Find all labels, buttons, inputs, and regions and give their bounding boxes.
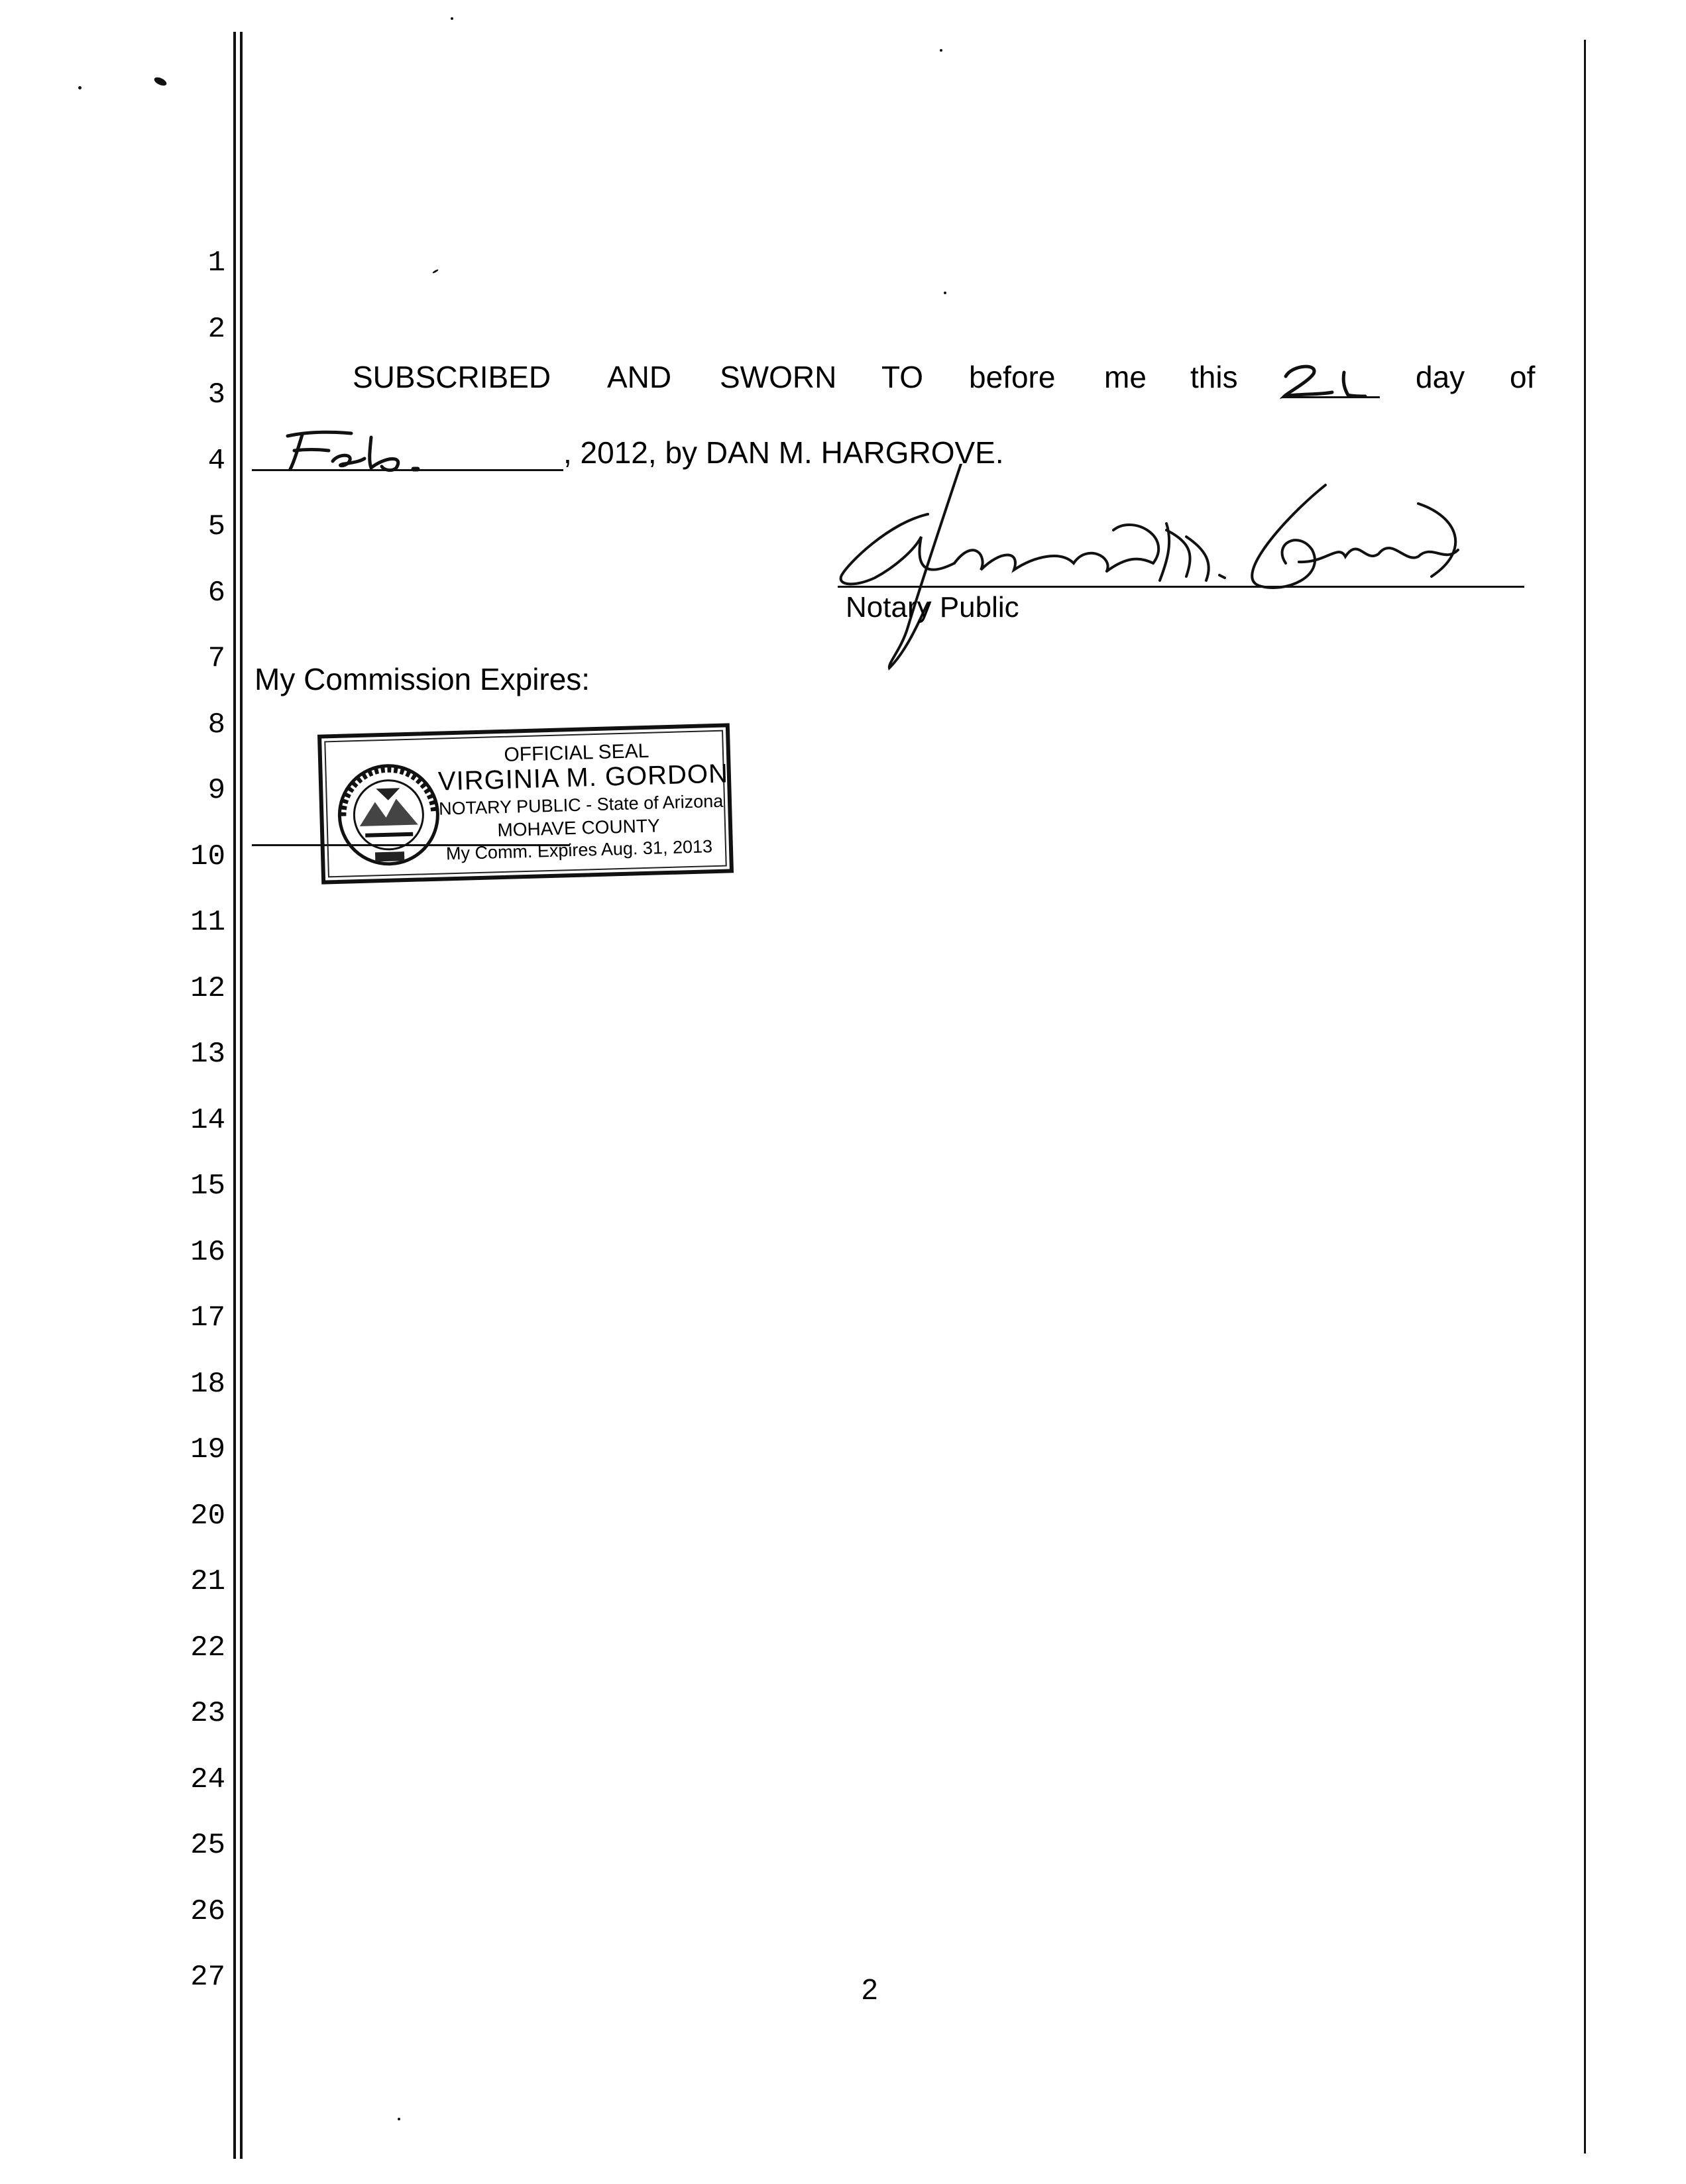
line-number: 4	[207, 444, 225, 478]
scan-speck	[940, 49, 942, 52]
line-number: 18	[190, 1367, 225, 1401]
arizona-state-seal-icon	[334, 761, 443, 869]
jurat-word: SUBSCRIBED	[353, 360, 551, 394]
jurat-line-3	[0, 359, 1686, 399]
line-number: 5	[207, 510, 225, 543]
jurat-word: AND	[607, 360, 672, 394]
jurat-line-4: , 2012, by DAN M. HARGROVE.	[563, 435, 1004, 470]
line-numbers	[0, 0, 225, 2184]
handwritten-day	[1279, 358, 1372, 404]
line-number: 16	[190, 1235, 225, 1269]
seal-county: MOHAVE COUNTY	[497, 815, 661, 841]
left-margin-rule-inner	[240, 32, 243, 2159]
right-margin-rule	[1584, 40, 1586, 2154]
scan-speck	[451, 17, 453, 20]
seal-notary-public-state: NOTARY PUBLIC - State of Arizona	[438, 791, 724, 819]
line-number: 19	[190, 1433, 225, 1466]
line-number: 15	[190, 1170, 225, 1203]
notary-seal-stamp	[317, 723, 734, 884]
jurat-word: before	[969, 360, 1056, 394]
line-number: 22	[190, 1631, 225, 1665]
jurat-word: this	[1190, 360, 1238, 394]
notary-signature	[822, 464, 1485, 689]
scan-speck	[398, 2118, 400, 2120]
line-number: 27	[190, 1961, 225, 1994]
line-number: 14	[190, 1103, 225, 1137]
line-number: 12	[190, 971, 225, 1005]
jurat-word: me	[1104, 360, 1147, 394]
line-number: 10	[190, 840, 225, 873]
seal-heading: OFFICIAL SEAL	[503, 739, 649, 766]
seal-notary-name: VIRGINIA M. GORDON	[437, 759, 729, 796]
jurat-word: of	[1510, 360, 1536, 394]
scan-speck	[432, 269, 439, 274]
line-number: 20	[190, 1499, 225, 1533]
line-number: 9	[207, 774, 225, 807]
scan-speck	[944, 292, 946, 294]
line-number: 21	[190, 1565, 225, 1598]
line-number: 1	[207, 246, 225, 280]
line-number: 7	[207, 642, 225, 675]
line-number: 26	[190, 1894, 225, 1928]
scan-speck	[78, 86, 82, 89]
line-number: 24	[190, 1763, 225, 1796]
line-number: 6	[207, 576, 225, 610]
jurat-word: day	[1416, 360, 1465, 394]
line-number: 8	[207, 708, 225, 741]
jurat-word: SWORN	[720, 360, 837, 394]
notary-title: Notary Public	[846, 591, 1019, 624]
page-number: 2	[862, 1973, 878, 2006]
handwritten-month	[272, 424, 444, 477]
line-number: 2	[207, 312, 225, 346]
line-number: 13	[190, 1038, 225, 1071]
line-number: 11	[190, 906, 225, 939]
line-number: 25	[190, 1829, 225, 1862]
seal-expiration: My Comm. Expires Aug. 31, 2013	[445, 836, 713, 864]
left-margin-rule-outer	[233, 32, 236, 2159]
line-number: 23	[190, 1697, 225, 1730]
line-number: 17	[190, 1301, 225, 1335]
signature-line	[838, 586, 1524, 588]
commission-expires-label: My Commission Expires:	[254, 662, 590, 696]
line-number: 3	[207, 378, 225, 411]
jurat-word: TO	[881, 360, 924, 394]
